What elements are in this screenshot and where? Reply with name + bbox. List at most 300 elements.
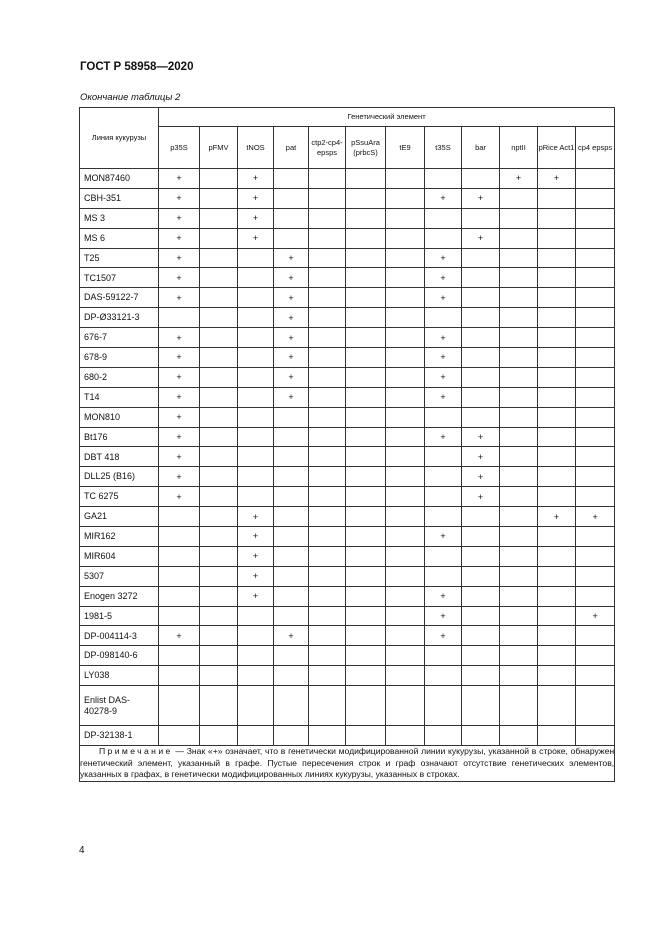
table-cell — [200, 507, 238, 527]
table-cell — [462, 726, 500, 746]
table-cell — [386, 666, 425, 686]
table-row — [80, 566, 615, 586]
table-cell — [274, 169, 309, 189]
row-line-name: Enogen 3272 — [80, 586, 159, 606]
table-cell — [500, 308, 538, 328]
table-cell — [386, 328, 425, 348]
table-row — [80, 686, 615, 726]
table-cell — [309, 527, 346, 547]
table-row — [80, 586, 615, 606]
table-cell — [462, 248, 500, 268]
table-cell: + — [538, 169, 576, 189]
table-cell — [309, 686, 346, 726]
table-cell — [386, 268, 425, 288]
table-cell — [200, 606, 238, 626]
table-cell — [159, 308, 200, 328]
row-line-name: 678-9 — [80, 348, 159, 368]
table-cell — [346, 288, 386, 308]
table-cell: + — [238, 169, 274, 189]
row-line-name: DLL25 (B16) — [80, 467, 159, 487]
table-cell — [309, 586, 346, 606]
table-cell — [576, 268, 615, 288]
table-cell — [346, 387, 386, 407]
table-cell — [309, 447, 346, 467]
table-cell — [200, 487, 238, 507]
table-cell: + — [462, 467, 500, 487]
table-cell — [309, 626, 346, 646]
table-row — [80, 367, 615, 387]
table-cell — [538, 308, 576, 328]
table-cell — [346, 407, 386, 427]
table-cell — [309, 407, 346, 427]
table-cell — [425, 566, 462, 586]
table-cell — [200, 666, 238, 686]
row-line-name: DAS-59122-7 — [80, 288, 159, 308]
table-cell — [238, 606, 274, 626]
table-cell — [500, 208, 538, 228]
table-cell — [274, 188, 309, 208]
table-cell — [425, 666, 462, 686]
table-cell — [200, 208, 238, 228]
table-cell — [462, 646, 500, 666]
row-line-name: Enlist DAS-40278-9 — [80, 686, 159, 726]
table-cell — [346, 686, 386, 726]
table-cell — [309, 188, 346, 208]
table-cell — [274, 507, 309, 527]
genetic-elements-table — [79, 107, 615, 782]
table-cell — [200, 586, 238, 606]
table-cell — [425, 546, 462, 566]
table-cell: + — [159, 328, 200, 348]
table-cell: + — [425, 248, 462, 268]
table-cell — [500, 407, 538, 427]
table-cell — [274, 228, 309, 248]
table-cell — [500, 606, 538, 626]
table-cell: + — [274, 248, 309, 268]
table-row — [80, 527, 615, 547]
table-cell — [200, 328, 238, 348]
table-cell — [538, 546, 576, 566]
row-line-name: LY038 — [80, 666, 159, 686]
table-cell — [462, 208, 500, 228]
table-cell — [200, 646, 238, 666]
column-header: t35S — [425, 127, 462, 169]
table-cell — [538, 666, 576, 686]
table-row — [80, 288, 615, 308]
row-line-name: 676-7 — [80, 328, 159, 348]
table-cell — [200, 467, 238, 487]
table-row — [80, 208, 615, 228]
table-row — [80, 248, 615, 268]
table-cell — [425, 726, 462, 746]
table-cell: + — [159, 169, 200, 189]
table-cell: + — [159, 626, 200, 646]
table-cell — [159, 666, 200, 686]
table-cell — [238, 288, 274, 308]
table-cell — [309, 566, 346, 586]
note-label: Примечание — [98, 746, 173, 757]
table-cell — [386, 367, 425, 387]
row-line-name: MS 3 — [80, 208, 159, 228]
table-cell: + — [425, 606, 462, 626]
table-cell — [274, 447, 309, 467]
table-cell — [386, 248, 425, 268]
table-cell — [386, 686, 425, 726]
table-cell — [576, 527, 615, 547]
table-cell — [238, 467, 274, 487]
table-cell — [238, 328, 274, 348]
table-cell — [576, 308, 615, 328]
table-caption: Окончание таблицы 2 — [80, 92, 181, 103]
table-cell — [538, 367, 576, 387]
table-cell — [200, 268, 238, 288]
table-row — [80, 606, 615, 626]
table-cell — [576, 566, 615, 586]
table-cell — [462, 328, 500, 348]
row-line-name: DP-098140-6 — [80, 646, 159, 666]
table-cell — [576, 248, 615, 268]
table-cell — [538, 487, 576, 507]
table-cell — [500, 546, 538, 566]
column-header: tNOS — [238, 127, 274, 169]
table-row — [80, 348, 615, 368]
table-cell: + — [159, 268, 200, 288]
table-cell — [386, 188, 425, 208]
table-cell — [200, 527, 238, 547]
table-cell — [386, 507, 425, 527]
table-cell — [200, 447, 238, 467]
table-cell: + — [462, 427, 500, 447]
table-cell — [309, 348, 346, 368]
table-cell: + — [238, 208, 274, 228]
table-cell — [386, 487, 425, 507]
table-cell — [425, 308, 462, 328]
table-cell — [309, 208, 346, 228]
table-cell — [576, 228, 615, 248]
table-cell — [462, 288, 500, 308]
table-cell — [159, 527, 200, 547]
table-cell — [500, 348, 538, 368]
table-cell — [309, 169, 346, 189]
row-line-name: T25 — [80, 248, 159, 268]
table-cell — [576, 328, 615, 348]
row-line-name: MIR604 — [80, 546, 159, 566]
table-cell — [576, 367, 615, 387]
table-cell — [538, 348, 576, 368]
table-cell: + — [462, 228, 500, 248]
table-cell — [500, 666, 538, 686]
table-cell — [238, 248, 274, 268]
table-cell — [159, 686, 200, 726]
table-cell: + — [462, 487, 500, 507]
table-cell — [200, 228, 238, 248]
row-line-name: TC1507 — [80, 268, 159, 288]
row-line-name: CBH-351 — [80, 188, 159, 208]
table-cell — [159, 606, 200, 626]
table-cell: + — [425, 427, 462, 447]
table-cell — [309, 387, 346, 407]
table-cell — [346, 726, 386, 746]
row-line-name: 1981-5 — [80, 606, 159, 626]
table-cell — [500, 686, 538, 726]
column-header: cp4 epsps — [576, 127, 615, 169]
table-row — [80, 427, 615, 447]
table-cell — [500, 467, 538, 487]
table-cell — [309, 467, 346, 487]
table-cell — [200, 169, 238, 189]
table-cell — [200, 248, 238, 268]
table-cell — [309, 507, 346, 527]
table-cell — [274, 566, 309, 586]
table-cell: + — [425, 527, 462, 547]
table-cell — [576, 427, 615, 447]
table-cell — [425, 447, 462, 467]
table-cell — [500, 268, 538, 288]
table-cell — [386, 208, 425, 228]
table-cell — [538, 626, 576, 646]
table-cell: + — [274, 348, 309, 368]
table-row — [80, 546, 615, 566]
row-line-name: MON810 — [80, 407, 159, 427]
table-cell — [274, 208, 309, 228]
table-cell — [238, 447, 274, 467]
table-cell: + — [576, 507, 615, 527]
table-cell: + — [238, 507, 274, 527]
row-line-name: DP-32138-1 — [80, 726, 159, 746]
table-cell — [346, 367, 386, 387]
table-row — [80, 407, 615, 427]
table-cell — [346, 427, 386, 447]
table-cell: + — [425, 268, 462, 288]
table-cell — [462, 546, 500, 566]
table-cell — [538, 527, 576, 547]
table-cell — [462, 268, 500, 288]
table-cell — [576, 188, 615, 208]
table-cell: + — [274, 308, 309, 328]
table-cell — [538, 447, 576, 467]
table-cell — [538, 208, 576, 228]
table-row — [80, 726, 615, 746]
table-cell: + — [159, 447, 200, 467]
table-cell — [200, 308, 238, 328]
table-cell — [500, 188, 538, 208]
table-cell — [346, 566, 386, 586]
column-header: bar — [462, 127, 500, 169]
table-cell — [425, 228, 462, 248]
table-cell — [538, 328, 576, 348]
table-cell — [576, 487, 615, 507]
table-cell — [274, 646, 309, 666]
column-header: tE9 — [386, 127, 425, 169]
table-cell — [538, 646, 576, 666]
table-cell — [159, 586, 200, 606]
table-cell — [238, 407, 274, 427]
table-cell — [200, 566, 238, 586]
table-cell — [309, 726, 346, 746]
table-cell — [346, 507, 386, 527]
table-cell — [386, 228, 425, 248]
table-cell: + — [425, 367, 462, 387]
table-cell — [159, 546, 200, 566]
table-cell — [538, 686, 576, 726]
column-header: nptII — [500, 127, 538, 169]
table-cell — [309, 606, 346, 626]
table-cell: + — [159, 367, 200, 387]
table-cell — [386, 427, 425, 447]
table-cell — [538, 586, 576, 606]
table-cell — [346, 169, 386, 189]
table-cell — [500, 328, 538, 348]
table-cell: + — [159, 228, 200, 248]
table-row — [80, 487, 615, 507]
table-cell — [200, 427, 238, 447]
table-cell — [462, 407, 500, 427]
table-cell — [309, 427, 346, 447]
table-cell: + — [425, 626, 462, 646]
table-cell — [238, 646, 274, 666]
table-cell — [346, 527, 386, 547]
table-row — [80, 646, 615, 666]
table-cell — [346, 546, 386, 566]
table-cell — [346, 208, 386, 228]
table-cell — [462, 586, 500, 606]
table-cell — [576, 407, 615, 427]
table-cell — [538, 726, 576, 746]
table-cell: + — [159, 387, 200, 407]
table-cell: + — [538, 507, 576, 527]
table-cell — [576, 726, 615, 746]
table-cell — [500, 586, 538, 606]
table-cell — [386, 527, 425, 547]
column-header: pat — [274, 127, 309, 169]
table-cell — [159, 646, 200, 666]
table-cell — [538, 248, 576, 268]
table-cell: + — [425, 288, 462, 308]
table-cell — [238, 666, 274, 686]
table-cell — [500, 507, 538, 527]
table-cell — [200, 546, 238, 566]
table-cell — [386, 726, 425, 746]
table-cell — [309, 666, 346, 686]
row-line-name: DP-Ø33121-3 — [80, 308, 159, 328]
table-cell: + — [238, 546, 274, 566]
column-header: pFMV — [200, 127, 238, 169]
table-cell — [309, 268, 346, 288]
table-cell — [425, 646, 462, 666]
table-cell: + — [159, 288, 200, 308]
page-number: 4 — [79, 845, 85, 856]
table-cell — [576, 666, 615, 686]
row-line-name: MON87460 — [80, 169, 159, 189]
table-cell — [576, 686, 615, 726]
table-cell: + — [159, 248, 200, 268]
table-cell — [500, 427, 538, 447]
table-cell — [500, 367, 538, 387]
table-cell — [386, 288, 425, 308]
table-cell — [538, 268, 576, 288]
table-cell — [346, 228, 386, 248]
table-cell — [200, 188, 238, 208]
table-cell — [309, 546, 346, 566]
table-cell — [500, 447, 538, 467]
table-cell — [346, 487, 386, 507]
table-cell — [346, 467, 386, 487]
row-line-name: DBT 418 — [80, 447, 159, 467]
document-header: ГОСТ Р 58958—2020 — [80, 61, 194, 73]
table-cell — [238, 348, 274, 368]
table-cell — [159, 726, 200, 746]
table-cell: + — [462, 188, 500, 208]
table-cell — [200, 348, 238, 368]
row-line-name: MIR162 — [80, 527, 159, 547]
table-cell — [462, 566, 500, 586]
table-cell: + — [274, 626, 309, 646]
row-line-name: GA21 — [80, 507, 159, 527]
row-line-name: MS 6 — [80, 228, 159, 248]
table-cell: + — [462, 447, 500, 467]
row-line-name: T14 — [80, 387, 159, 407]
table-cell — [200, 288, 238, 308]
table-cell — [500, 527, 538, 547]
table-cell: + — [425, 586, 462, 606]
table-cell — [576, 626, 615, 646]
table-row — [80, 467, 615, 487]
table-cell — [425, 407, 462, 427]
table-row — [80, 228, 615, 248]
table-cell — [346, 666, 386, 686]
table-cell — [386, 308, 425, 328]
table-cell — [309, 328, 346, 348]
table-cell — [462, 387, 500, 407]
table-cell — [346, 626, 386, 646]
table-cell — [274, 606, 309, 626]
table-cell — [346, 586, 386, 606]
table-cell — [238, 427, 274, 447]
row-line-name: DP-004114-3 — [80, 626, 159, 646]
table-cell — [425, 208, 462, 228]
table-cell — [346, 188, 386, 208]
table-cell: + — [274, 268, 309, 288]
table-cell: + — [238, 586, 274, 606]
table-row — [80, 507, 615, 527]
table-cell — [386, 169, 425, 189]
table-cell — [462, 507, 500, 527]
table-cell — [200, 407, 238, 427]
table-cell — [274, 487, 309, 507]
table-cell — [346, 348, 386, 368]
table-cell — [274, 686, 309, 726]
table-cell — [159, 566, 200, 586]
table-cell — [386, 447, 425, 467]
table-cell — [538, 606, 576, 626]
note-text: — Знак «+» означает, что в генетически модифицированной линии кукурузы, указанной в строке, обнаружен генетический элемент, указанный в графе. Пустые пересечения строк и граф означают отсутствие генетических элементов, указанных в графах, в генетически модифицированных линиях кукурузы, указанных в строках. — [80, 746, 615, 780]
table-cell — [309, 308, 346, 328]
table-cell — [425, 169, 462, 189]
table-cell — [425, 507, 462, 527]
table-row — [80, 169, 615, 189]
table-cell — [200, 686, 238, 726]
table-cell — [500, 288, 538, 308]
column-header: pSsuAra (prbcS) — [346, 127, 386, 169]
table-cell: + — [425, 328, 462, 348]
corner-header: Линия кукурузы — [80, 108, 159, 169]
table-cell — [238, 726, 274, 746]
table-cell: + — [159, 348, 200, 368]
table-row — [80, 387, 615, 407]
table-cell — [576, 169, 615, 189]
row-line-name: TC 6275 — [80, 487, 159, 507]
table-cell: + — [238, 527, 274, 547]
